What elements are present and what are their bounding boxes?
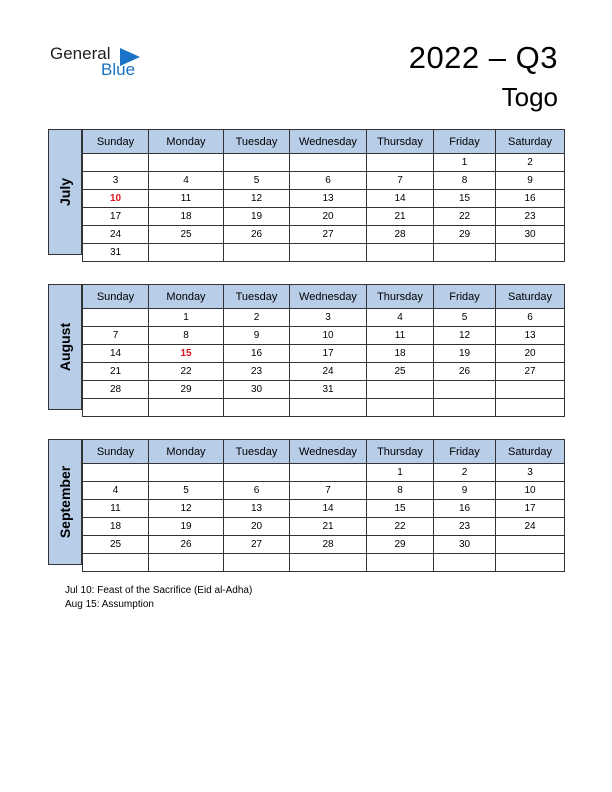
holiday-notes <box>65 584 252 612</box>
day-cell: 17 <box>496 500 565 518</box>
day-cell: 2 <box>496 154 565 172</box>
day-cell: 27 <box>496 363 565 381</box>
day-cell: 30 <box>434 536 496 554</box>
week-row <box>83 226 565 244</box>
day-cell: 25 <box>367 363 434 381</box>
day-cell: 3 <box>496 464 565 482</box>
weekday-header: Monday <box>149 130 224 154</box>
day-cell: 29 <box>434 226 496 244</box>
day-cell <box>434 399 496 417</box>
day-cell <box>83 309 149 327</box>
week-row <box>83 399 565 417</box>
month-block-july <box>48 129 564 258</box>
day-cell: 20 <box>496 345 565 363</box>
week-row <box>83 244 565 262</box>
day-cell <box>290 244 367 262</box>
week-row <box>83 172 565 190</box>
week-row <box>83 327 565 345</box>
day-cell: 16 <box>434 500 496 518</box>
day-cell: 7 <box>83 327 149 345</box>
logo-text-general: General <box>50 44 111 63</box>
day-cell: 28 <box>83 381 149 399</box>
weekday-header: Friday <box>434 285 496 309</box>
month-table <box>82 439 565 572</box>
day-cell <box>149 464 224 482</box>
weekday-header: Sunday <box>83 440 149 464</box>
day-cell <box>149 399 224 417</box>
day-cell: 21 <box>83 363 149 381</box>
day-cell: 24 <box>290 363 367 381</box>
day-cell: 12 <box>434 327 496 345</box>
day-cell: 11 <box>367 327 434 345</box>
month-block-september <box>48 439 564 565</box>
day-cell: 15 <box>367 500 434 518</box>
weekday-header-row <box>83 440 565 464</box>
day-cell: 3 <box>83 172 149 190</box>
day-cell <box>83 554 149 572</box>
day-cell: 27 <box>290 226 367 244</box>
day-cell <box>290 154 367 172</box>
weekday-header: Monday <box>149 440 224 464</box>
holiday-note: Jul 10: Feast of the Sacrifice (Eid al-Adha) <box>65 585 253 596</box>
weekday-header: Wednesday <box>290 440 367 464</box>
day-cell: 21 <box>290 518 367 536</box>
day-cell: 9 <box>434 482 496 500</box>
day-cell <box>149 244 224 262</box>
day-cell: 23 <box>496 208 565 226</box>
day-cell: 1 <box>149 309 224 327</box>
day-cell: 8 <box>367 482 434 500</box>
weekday-header-row <box>83 285 565 309</box>
day-cell <box>367 399 434 417</box>
day-cell <box>149 554 224 572</box>
day-cell: 10 <box>290 327 367 345</box>
day-cell: 12 <box>149 500 224 518</box>
day-cell: 5 <box>224 172 290 190</box>
month-table <box>82 284 565 417</box>
day-cell <box>434 244 496 262</box>
day-cell: 1 <box>434 154 496 172</box>
weekday-header: Sunday <box>83 130 149 154</box>
day-cell: 31 <box>290 381 367 399</box>
week-row <box>83 345 565 363</box>
day-cell: 20 <box>290 208 367 226</box>
day-cell: 10 <box>496 482 565 500</box>
weekday-header: Friday <box>434 130 496 154</box>
week-row <box>83 482 565 500</box>
day-cell: 15 <box>434 190 496 208</box>
month-block-august <box>48 284 564 410</box>
day-cell: 19 <box>149 518 224 536</box>
day-cell: 19 <box>224 208 290 226</box>
day-cell: 31 <box>83 244 149 262</box>
day-cell <box>83 399 149 417</box>
day-cell: 30 <box>496 226 565 244</box>
month-name: July <box>57 177 73 207</box>
day-cell <box>496 244 565 262</box>
day-cell: 4 <box>367 309 434 327</box>
day-cell <box>290 554 367 572</box>
day-cell: 18 <box>83 518 149 536</box>
day-cell: 5 <box>149 482 224 500</box>
day-cell: 22 <box>367 518 434 536</box>
day-cell <box>367 154 434 172</box>
day-cell: 4 <box>149 172 224 190</box>
day-cell: 14 <box>367 190 434 208</box>
day-cell <box>224 554 290 572</box>
weekday-header: Saturday <box>496 440 565 464</box>
day-cell: 18 <box>149 208 224 226</box>
day-cell: 25 <box>83 536 149 554</box>
logo-text-blue: Blue <box>101 60 136 79</box>
day-cell: 12 <box>224 190 290 208</box>
week-row <box>83 464 565 482</box>
holiday-note: Aug 15: Assumption <box>65 599 154 610</box>
day-cell <box>224 154 290 172</box>
day-cell <box>83 154 149 172</box>
day-cell: 13 <box>224 500 290 518</box>
day-cell: 25 <box>149 226 224 244</box>
day-cell: 17 <box>83 208 149 226</box>
day-cell: 6 <box>290 172 367 190</box>
day-cell: 16 <box>496 190 565 208</box>
day-cell: 9 <box>496 172 565 190</box>
week-row <box>83 154 565 172</box>
weekday-header: Tuesday <box>224 285 290 309</box>
day-cell <box>496 554 565 572</box>
day-cell <box>367 554 434 572</box>
day-cell: 2 <box>434 464 496 482</box>
day-cell: 7 <box>367 172 434 190</box>
day-cell: 2 <box>224 309 290 327</box>
day-cell <box>434 554 496 572</box>
day-cell <box>224 399 290 417</box>
weekday-header: Sunday <box>83 285 149 309</box>
week-row <box>83 309 565 327</box>
day-cell: 20 <box>224 518 290 536</box>
month-table <box>82 129 565 262</box>
day-cell: 5 <box>434 309 496 327</box>
day-cell: 19 <box>434 345 496 363</box>
day-cell: 4 <box>83 482 149 500</box>
day-cell <box>367 381 434 399</box>
weekday-header: Wednesday <box>290 130 367 154</box>
week-row <box>83 381 565 399</box>
day-cell: 14 <box>83 345 149 363</box>
day-cell: 11 <box>83 500 149 518</box>
day-cell: 3 <box>290 309 367 327</box>
week-row <box>83 536 565 554</box>
day-cell <box>496 381 565 399</box>
day-cell: 7 <box>290 482 367 500</box>
day-cell: 22 <box>434 208 496 226</box>
day-cell: 26 <box>149 536 224 554</box>
day-cell <box>83 464 149 482</box>
day-cell: 13 <box>290 190 367 208</box>
day-cell: 21 <box>367 208 434 226</box>
day-cell: 26 <box>434 363 496 381</box>
day-cell: 18 <box>367 345 434 363</box>
weekday-header-row <box>83 130 565 154</box>
day-cell <box>224 464 290 482</box>
day-cell: 28 <box>367 226 434 244</box>
day-cell <box>496 399 565 417</box>
weekday-header: Wednesday <box>290 285 367 309</box>
day-cell <box>434 381 496 399</box>
weekday-header: Saturday <box>496 130 565 154</box>
day-cell: 26 <box>224 226 290 244</box>
week-row <box>83 208 565 226</box>
day-cell: 13 <box>496 327 565 345</box>
day-cell: 29 <box>149 381 224 399</box>
day-cell: 24 <box>83 226 149 244</box>
weekday-header: Thursday <box>367 285 434 309</box>
day-cell: 10 <box>83 190 149 208</box>
day-cell <box>496 536 565 554</box>
week-row <box>83 554 565 572</box>
month-name: September <box>57 465 73 539</box>
day-cell: 23 <box>434 518 496 536</box>
week-row <box>83 363 565 381</box>
month-label-column <box>48 284 82 410</box>
day-cell: 8 <box>434 172 496 190</box>
month-label-column <box>48 129 82 255</box>
day-cell: 6 <box>224 482 290 500</box>
day-cell: 15 <box>149 345 224 363</box>
weekday-header: Thursday <box>367 440 434 464</box>
generalblue-logo <box>50 44 160 84</box>
day-cell: 29 <box>367 536 434 554</box>
day-cell: 27 <box>224 536 290 554</box>
weekday-header: Monday <box>149 285 224 309</box>
day-cell: 30 <box>224 381 290 399</box>
week-row <box>83 500 565 518</box>
day-cell <box>290 464 367 482</box>
weekday-header: Friday <box>434 440 496 464</box>
weekday-header: Saturday <box>496 285 565 309</box>
day-cell: 16 <box>224 345 290 363</box>
day-cell: 11 <box>149 190 224 208</box>
weekday-header: Thursday <box>367 130 434 154</box>
day-cell: 8 <box>149 327 224 345</box>
day-cell <box>224 244 290 262</box>
country-name: Togo <box>501 82 558 112</box>
day-cell: 17 <box>290 345 367 363</box>
day-cell <box>149 154 224 172</box>
weekday-header: Tuesday <box>224 130 290 154</box>
day-cell: 22 <box>149 363 224 381</box>
day-cell: 14 <box>290 500 367 518</box>
month-label-column <box>48 439 82 565</box>
day-cell: 28 <box>290 536 367 554</box>
day-cell: 24 <box>496 518 565 536</box>
day-cell: 6 <box>496 309 565 327</box>
month-name: August <box>57 322 73 372</box>
day-cell: 9 <box>224 327 290 345</box>
day-cell: 1 <box>367 464 434 482</box>
page-title: 2022 – Q3 <box>408 40 558 75</box>
day-cell <box>367 244 434 262</box>
week-row <box>83 190 565 208</box>
weekday-header: Tuesday <box>224 440 290 464</box>
week-row <box>83 518 565 536</box>
day-cell <box>290 399 367 417</box>
day-cell: 23 <box>224 363 290 381</box>
